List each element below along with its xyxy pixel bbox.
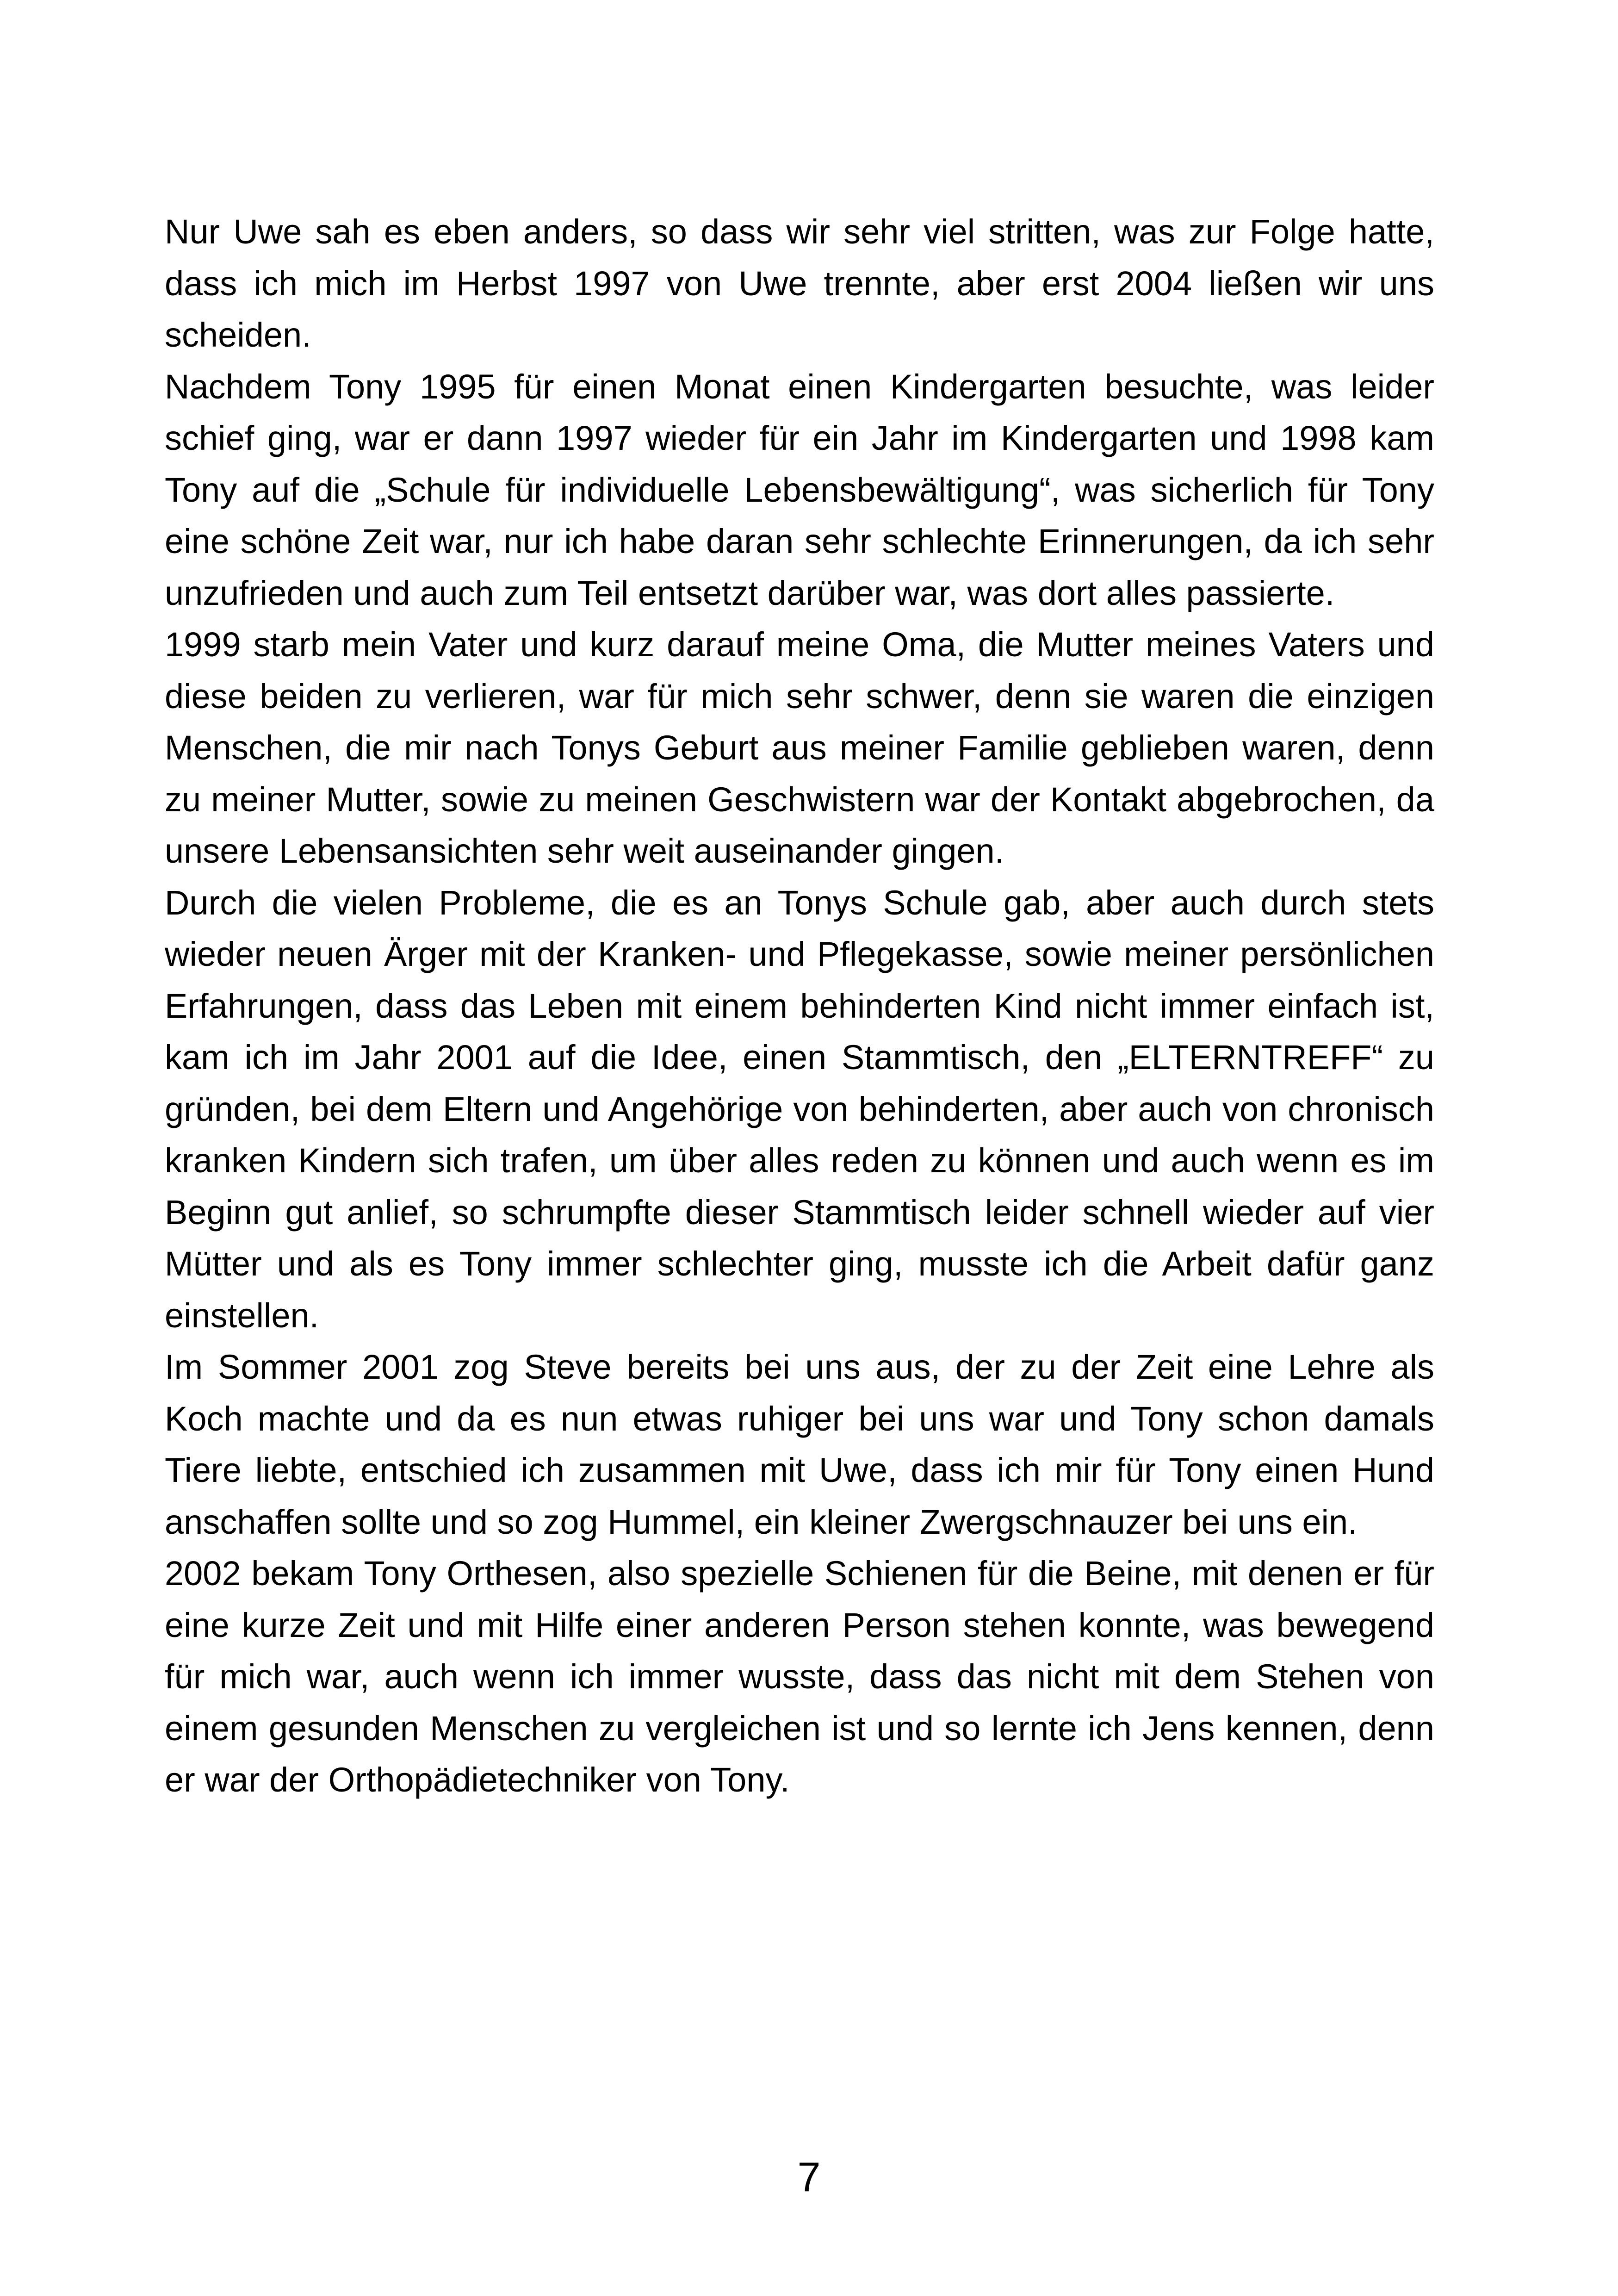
- paragraph-3: 1999 starb mein Vater und kurz darauf meine Oma, die Mutter meines Vaters und diese beiden zu verlieren, war für mich sehr schwer, denn sie waren die einzigen Menschen, die mir nach Tonys Geburt aus meiner Familie geblieben waren, denn zu meiner Mutter, sowie zu meinen Geschwistern war der Kontakt abgebrochen, da unsere Lebensansichten sehr weit auseinander gingen.: [165, 625, 1434, 870]
- paragraph-6: 2002 bekam Tony Orthesen, also spezielle Schienen für die Beine, mit denen er für eine kurze Zeit und mit Hilfe einer anderen Person stehen konnte, was bewegend für mich war, auch wenn ich immer wusste, dass das nicht mit dem Stehen von einem gesunden Menschen zu vergleichen ist und so lernte ich Jens kennen, denn er war der Orthopädietechniker von Tony.: [165, 1554, 1434, 1799]
- paragraph-1: Nur Uwe sah es eben anders, so dass wir sehr viel stritten, was zur Folge hatte, dass ich mich im Herbst 1997 von Uwe trennte, aber erst 2004 ließen wir uns scheiden.: [165, 212, 1434, 354]
- paragraph-4: Durch die vielen Probleme, die es an Tonys Schule gab, aber auch durch stets wieder neuen Ärger mit der Kranken- und Pflegekasse, sowie meiner persönlichen Erfahrungen, dass das Leben mit einem behinderten Kind nicht immer einfach ist, kam ich im Jahr 2001 auf die Idee, einen Stammtisch, den „ELTERNTREFF“ zu gründen, bei dem Eltern und Angehörige von behinderten, aber auch von chronisch kranken Kindern sich trafen, um über alles reden zu können und auch wenn es im Beginn gut anlief, so schrumpfte dieser Stammtisch leider schnell wieder auf vier Mütter und als es Tony immer schlechter ging, musste ich die Arbeit dafür ganz einstellen.: [165, 883, 1434, 1335]
- paragraph-5: Im Sommer 2001 zog Steve bereits bei uns aus, der zu der Zeit eine Lehre als Koch machte und da es nun etwas ruhiger bei uns war und Tony schon damals Tiere liebte, entschied ich zusammen mit Uwe, dass ich mir für Tony einen Hund anschaffen sollte und so zog Hummel, ein kleiner Zwergschnauzer bei uns ein.: [165, 1348, 1434, 1541]
- body-text: [165, 206, 1434, 1806]
- page-number: 7: [797, 2154, 821, 2201]
- paragraph-2: Nachdem Tony 1995 für einen Monat einen Kindergarten besuchte, was leider schief ging, war er dann 1997 wieder für ein Jahr im Kindergarten und 1998 kam Tony auf die „Schule für individuelle Lebensbewältigung“, was sicherlich für Tony eine schöne Zeit war, nur ich habe daran sehr schlechte Erinnerungen, da ich sehr unzufrieden und auch zum Teil entsetzt darüber war, was dort alles passierte.: [165, 367, 1434, 612]
